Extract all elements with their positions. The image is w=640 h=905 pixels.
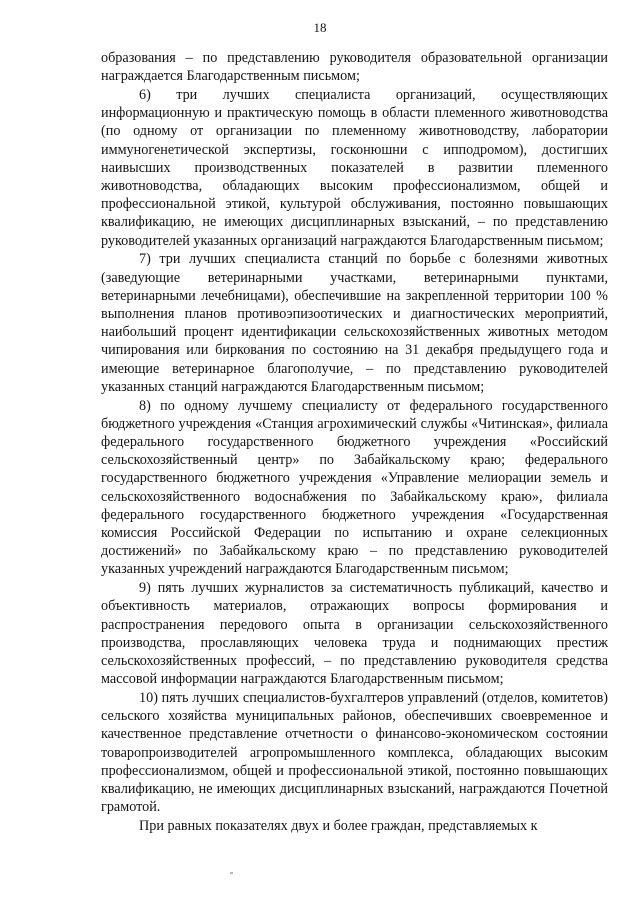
scan-speck <box>230 872 233 874</box>
paragraph-item-7: 7) три лучших специалиста станций по борьбе с болезнями животных (заведующие ветеринарными участками, ветеринарными пунктами, ветеринарными лечебницами), обеспечившие на закрепленной территории 100 % выполнения планов противоэпизоотических и диагностических мероприятий, наибольший процент идентификации сельскохозяйственных животных методом чипирования или биркования по состоянию на 31 декабря предыдущего года и имеющие ветеринарное благополучие, – по представлению руководителей указанных станций награждаются Благодарственным письмом; <box>101 251 608 395</box>
paragraph-continuation: образования – по представлению руководителя образовательной организации награждается Благодарственным письмом; <box>101 50 608 85</box>
paragraph-item-9: 9) пять лучших журналистов за систематичность публикаций, качество и объективность материалов, отражающих вопросы формирования и распространения передового опыта в организации сельскохозяйственного производства, прославляющих человека труда и поднимающих престиж сельскохозяйственных профессий, – по представлению руководителя средства массовой информации награждаются Благодарственным письмом; <box>101 580 608 688</box>
document-body <box>101 49 608 836</box>
paragraph-item-10: 10) пять лучших специалистов-бухгалтеров управлений (отделов, комитетов) сельского хозяйства муниципальных районов, обеспечивших своевременное и качественное представление отчетности о финансово-экономическом состоянии товаропроизводителей агропромышленного комплекса, обладающих высоким профессионализмом, общей и профессиональной этикой, постоянно повышающих квалификацию, не имеющих дисциплинарных взысканий, награждаются Почетной грамотой. <box>101 690 608 816</box>
paragraph-closing: При равных показателях двух и более граждан, представляемых к <box>139 818 538 835</box>
paragraph-item-6: 6) три лучших специалиста организаций, осуществляющих информационную и практическую помощь в области племенного животноводства (по одному от организации по племенному животноводству, лаборатории иммуногенетической экспертизы, госконюшни с ипподромом), достигших наивысших производственных показателей в развитии племенного животноводства, обладающих высоким профессионализмом, общей и профессиональной этикой, культурой обслуживания, постоянно повышающих квалификацию, не имеющих дисциплинарных взысканий, – по представлению руководителей указанных организаций награждаются Благодарственным письмом; <box>101 87 608 249</box>
paragraph-item-8: 8) по одному лучшему специалисту от федерального государственного бюджетного учреждения «Станция агрохимический службы «Читинская», филиала федерального государственного бюджетного учреждения «Российский сельскохозяйственный центр» по Забайкальскому краю; федерального государственного бюджетного учреждения «Управление мелиорации земель и сельскохозяйственного водоснабжения по Забайкальскому краю», филиала федерального государственного бюджетного учреждения «Государственная комиссия Российской Федерации по испытанию и охране селекционных достижений» по Забайкальскому краю – по представлению руководителей указанных учреждений награждаются Благодарственным письмом; <box>101 397 608 578</box>
page-number: 18 <box>313 20 327 35</box>
